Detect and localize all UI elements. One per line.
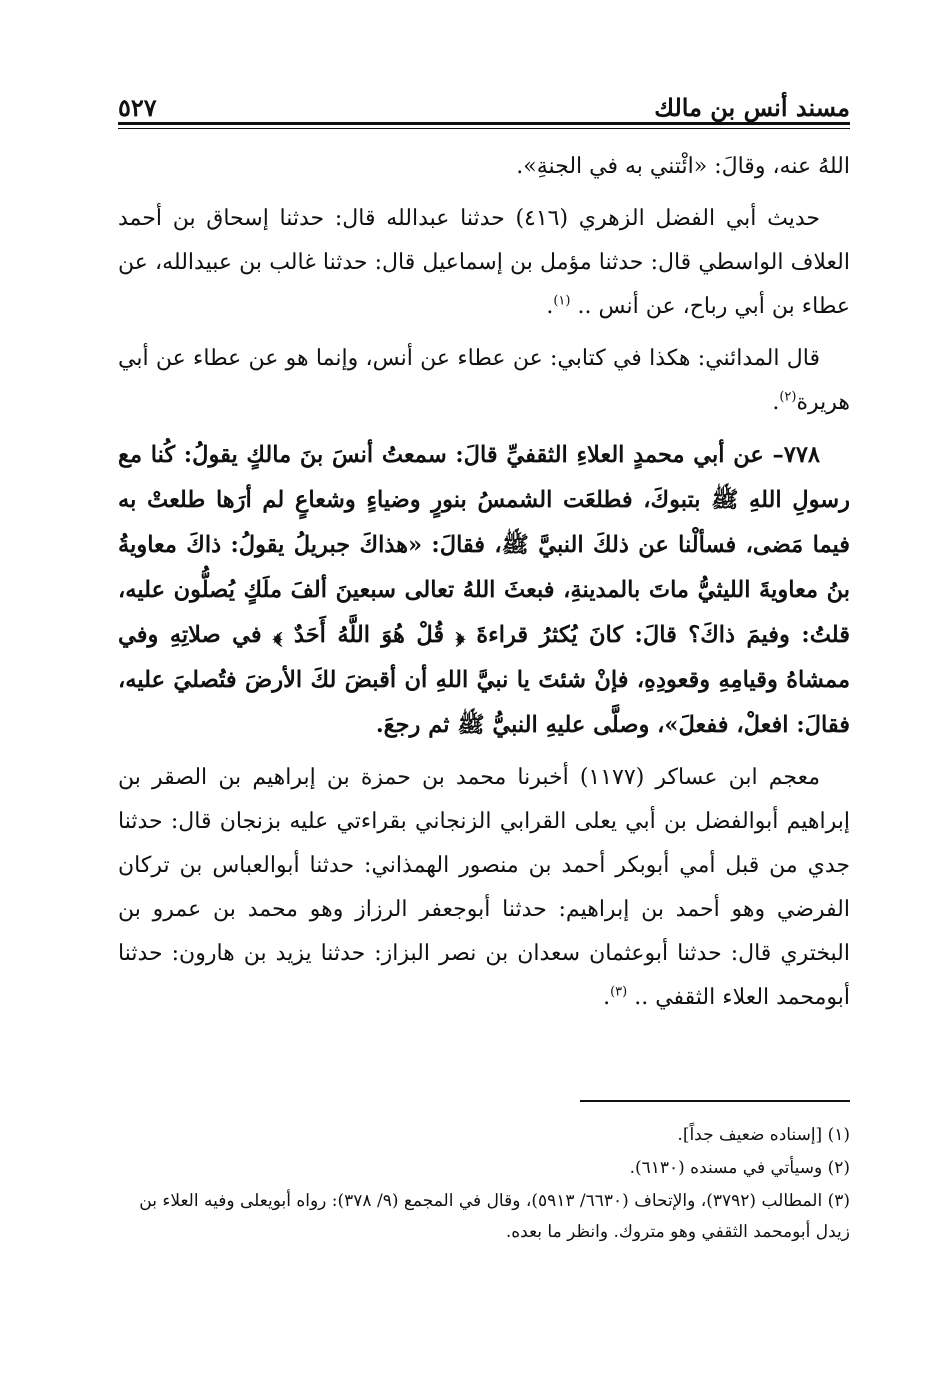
footnote-separator [580, 1100, 850, 1102]
footnote-ref: (١) [553, 293, 571, 309]
footnote-ref: (٢) [779, 389, 797, 405]
header-rule-thin [118, 128, 850, 129]
footnote-ref: (٣) [610, 984, 628, 1000]
footnote: (٢) وسيأتي في مسنده (٦١٣٠). [629, 1158, 850, 1178]
paragraph: حديث أبي الفضل الزهري (٤١٦) حدثنا عبدالله قال: حدثنا إسحاق بن أحمد العلاف الواسطي قال: حدثنا مؤمل بن إسماعيل قال: حدثنا غالب بن عبيدالله، عن عطاء بن أبي رباح، عن أنس .. $^{(١)}$. [118, 206, 850, 319]
hadith-paragraph: ٧٧٨– عن أبي محمدٍ العلاءِ الثقفيِّ قالَ: سمعتُ أنسَ بنَ مالكٍ يقولُ: كُنا مع رسولِ اللهِ ﷺ بتبوكَ، فطلعَت الشمسُ بنورٍ وضياءٍ وشعاعٍ لم أرَها طلعتْ به فيما مَضى، فسألْنا عن ذلكَ النبيَّ ﷺ، فقالَ: «هذاكَ جبريلُ يقولُ: ذاكَ معاويةُ بنُ معاويةَ الليثيُّ ماتَ بالمدينةِ، فبعثَ اللهُ تعالى سبعينَ ألفَ ملَكٍ يُصلُّون عليه، قلتُ: وفيمَ ذاكَ؟ قالَ: كانَ يُكثرُ قراءةَ ﴿ قُلْ هُوَ اللَّهُ أَحَدٌ ﴾ في صلاتِهِ وفي ممشاهُ وقيامِهِ وقعودِهِ، فإنْ شئتَ يا نبيَّ اللهِ أن أقبضَ لكَ الأرضَ فتُصليَ عليه، فقالَ: افعلْ، ففعلَ»، وصلَّى عليهِ النبيُّ ﷺ ثم رجعَ. [118, 442, 850, 738]
page-header [118, 86, 850, 122]
page-number: ٥٢٧ [118, 93, 157, 122]
paragraph: اللهُ عنه، وقالَ: «ائْتني به في الجنةِ». [516, 154, 850, 179]
page-body [118, 145, 850, 1028]
running-title: مسند أنس بن مالك [654, 93, 850, 122]
paragraph: قال المدائني: هكذا في كتابي: عن عطاء عن أنس، وإنما هو عن عطاء عن أبي هريرة$^{(٢)}$. [118, 346, 850, 415]
footnote: (٣) المطالب (٣٧٩٢)، والإتحاف (٦٦٣٠/ ٥٩١٣)، وقال في المجمع (٩/ ٣٧٨): رواه أبويعلى وفيه العلاء بن زيدل أبومحمد الثقفي وهو متروك. وانظر ما بعده. [139, 1191, 850, 1242]
header-rule-thick [118, 122, 850, 125]
paragraph: معجم ابن عساكر (١١٧٧) أخبرنا محمد بن حمزة بن إبراهيم بن الصقر بن إبراهيم أبوالفضل بن أبي يعلى القرابي الزنجاني بقراءتي عليه بزنجان قال: حدثنا جدي من قبل أمي أبوبكر أحمد بن منصور الهمذاني: حدثنا أبوالعباس بن تركان الفرضي وهو أحمد بن إبراهيم: حدثنا أبوجعفر الرزاز وهو محمد بن عمرو بن البختري قال: حدثنا أبوعثمان سعدان بن نصر البزاز: حدثنا يزيد بن هارون: حدثنا أبومحمد العلاء الثقفي .. $^{(٣)}$. [118, 765, 850, 1010]
footnotes [118, 1118, 850, 1250]
footnote: (١) [إسناده ضعيف جداً]. [677, 1125, 850, 1145]
